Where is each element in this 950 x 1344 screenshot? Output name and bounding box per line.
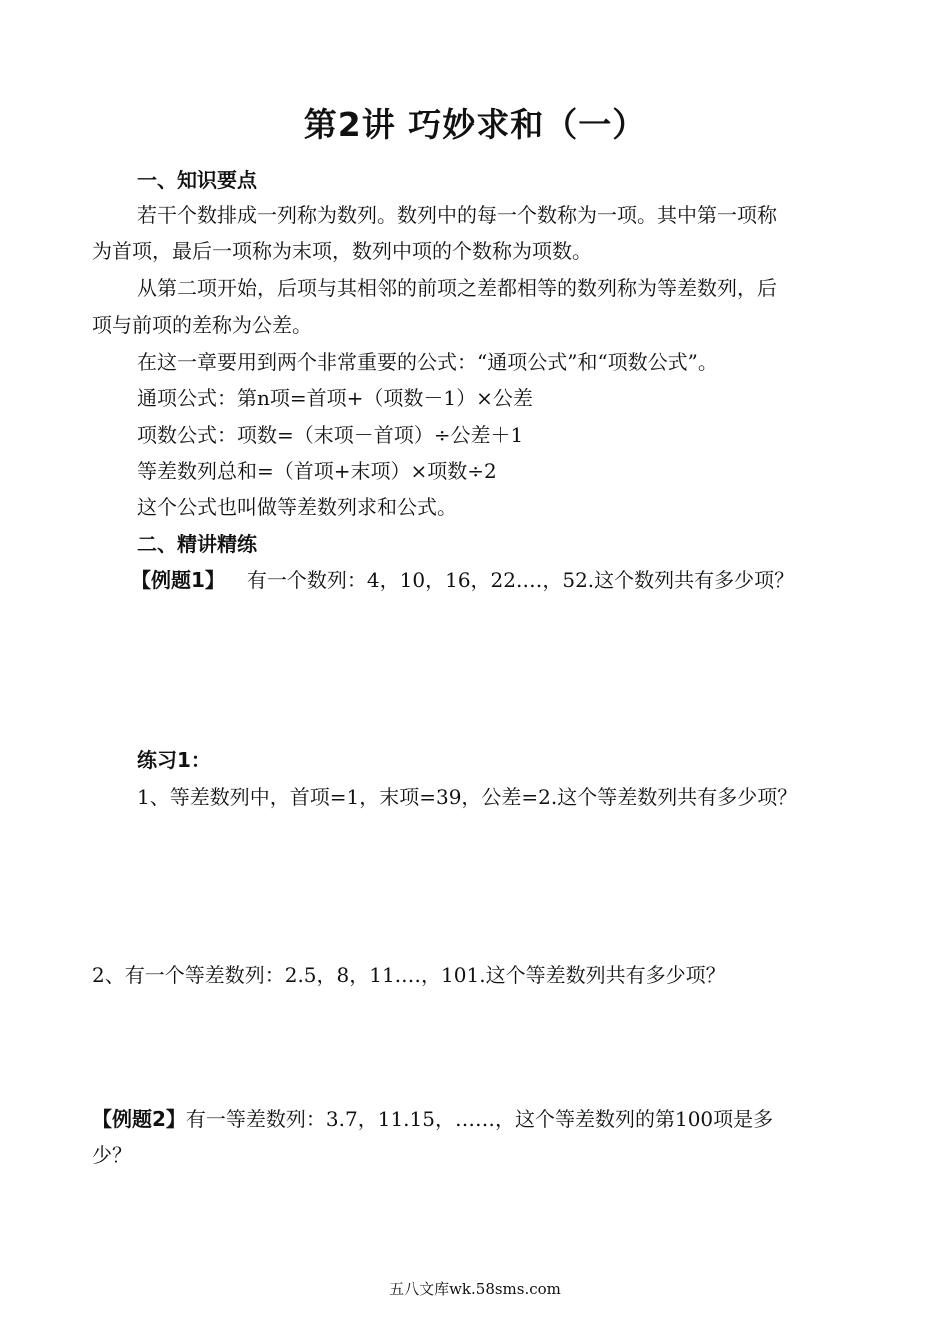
example-2-text: 有一等差数列：3.7，11.15，……，这个等差数列的第100项是多: [185, 1107, 774, 1131]
example-2-line-1: [92, 1107, 773, 1131]
example-1: [131, 568, 794, 592]
formula-term-count: 项数公式：项数=（末项－首项）÷公差＋1: [137, 423, 524, 447]
example-2-label: 【例题2】: [92, 1107, 186, 1131]
paragraph-4: 这个公式也叫做等差数列求和公式。: [137, 495, 457, 519]
paragraph-2-line-1: 从第二项开始，后项与其相邻的前项之差都相等的数列称为等差数列，后: [137, 276, 777, 300]
example-2-line-2: 少？: [92, 1143, 132, 1167]
footer-watermark: 五八文库wk.58sms.com: [389, 1280, 561, 1298]
practice-1-question-1: 1、等差数列中，首项=1，末项=39，公差=2.这个等差数列共有多少项？: [137, 785, 798, 809]
example-1-label: 【例题1】: [131, 568, 225, 592]
formula-general-term: 通项公式：第n项=首项+（项数－1）×公差: [137, 386, 533, 410]
paragraph-1-line-2: 为首项，最后一项称为末项，数列中项的个数称为项数。: [92, 239, 592, 263]
paragraph-1-line-1: 若干个数排成一列称为数列。数列中的每一个数称为一项。其中第一项称: [137, 203, 777, 227]
paragraph-3: 在这一章要用到两个非常重要的公式：“通项公式”和“项数公式”。: [137, 350, 718, 374]
section2-heading: 二、精讲精练: [137, 532, 257, 556]
example-1-text: 有一个数列：4，10，16，22.…，52.这个数列共有多少项？: [246, 568, 795, 592]
practice-1-question-2: 2、有一个等差数列：2.5，8，11.…，101.这个等差数列共有多少项？: [92, 963, 726, 987]
paragraph-2-line-2: 项与前项的差称为公差。: [92, 313, 312, 337]
formula-sum: 等差数列总和=（首项+末项）×项数÷2: [137, 459, 497, 483]
section1-heading: 一、知识要点: [137, 168, 257, 192]
page-title: 第2讲 巧妙求和（一）: [303, 105, 647, 144]
practice-1-label: 练习1：: [137, 748, 211, 772]
